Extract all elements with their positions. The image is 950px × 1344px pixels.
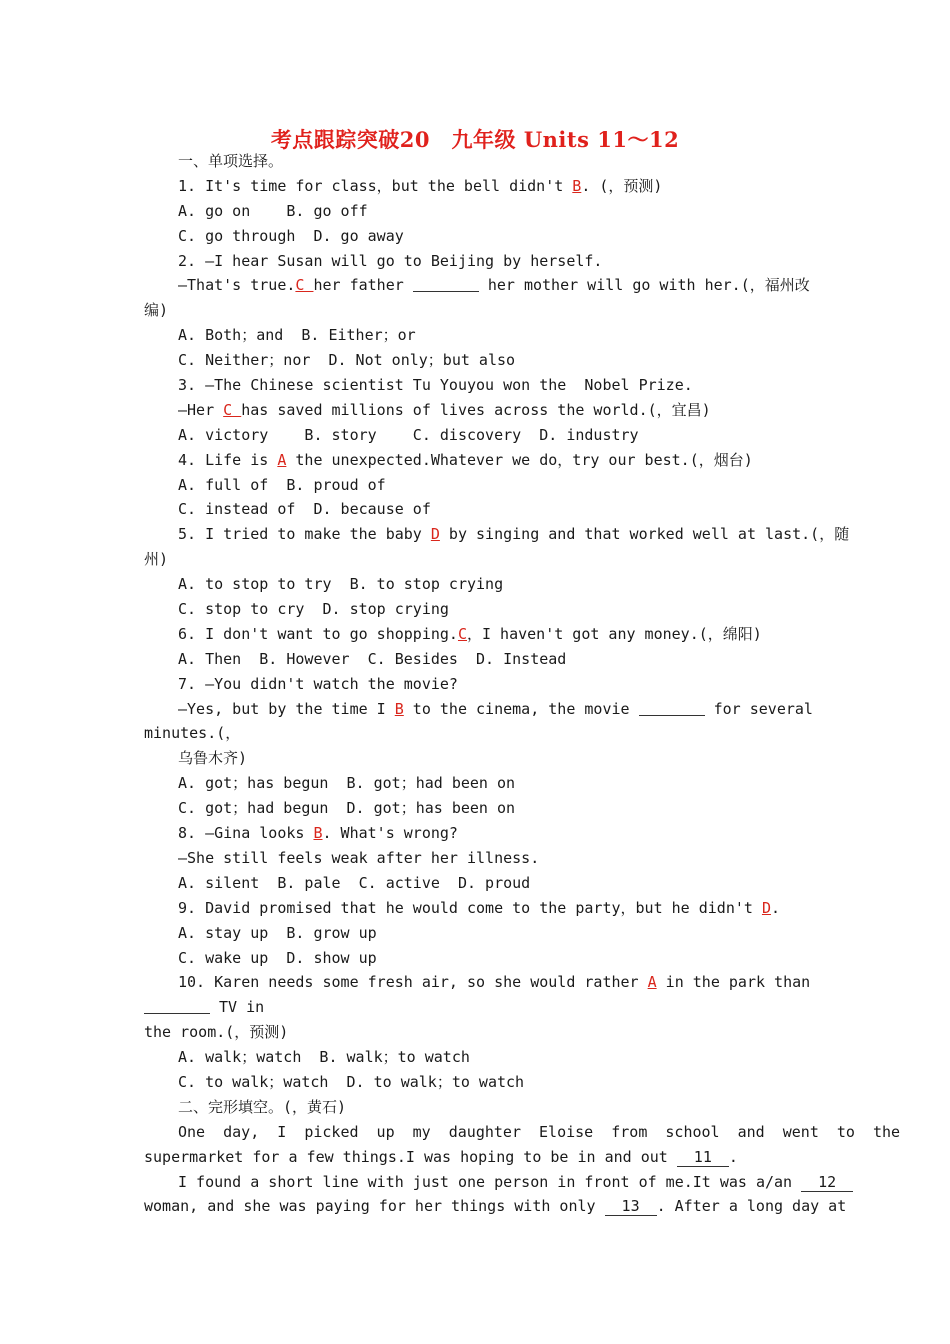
question-10-wrap-2: the room.(，预测) xyxy=(144,1023,289,1042)
question-2-line-2: —That's true. C her father her mother will go with her.(，福州改 xyxy=(178,276,810,295)
cloze-blank-11: 11 xyxy=(677,1148,729,1167)
question-5-wrap: 州) xyxy=(144,550,169,569)
passage-line-2: supermarket for a few things.I was hoping to be in and out 11 . xyxy=(144,1147,738,1166)
section1-heading: 一、单项选择。 xyxy=(178,152,284,170)
question-5: 5. I tried to make the baby D by singing and that worked well at last.(，随 xyxy=(178,525,850,544)
question-7-wrap-2: 乌鲁木齐) xyxy=(178,749,248,768)
question-10-options-2: C. to walk；watch D. to walk；to watch xyxy=(178,1072,525,1091)
cloze-blank-13: 13 xyxy=(605,1197,657,1216)
answer-mark: C xyxy=(457,624,467,643)
question-3-options: A. victory B. story C. discovery D. industry xyxy=(178,425,639,444)
document-body xyxy=(144,149,901,1219)
question-1: 1. It's time for class，but the bell didn't B. (，预测) xyxy=(178,176,663,195)
question-4-options-2: C. instead of D. because of xyxy=(178,500,431,519)
answer-mark: A xyxy=(647,973,657,992)
question-7-options-1: A. got；has begun B. got；had been on xyxy=(178,774,516,793)
passage-line-1: One day, I picked up my daughter Eloise from school and went to the xyxy=(178,1122,901,1141)
question-1-options-2: C. go through D. go away xyxy=(178,226,404,245)
question-6: 6. I don't want to go shopping.C，I haven't got any money.(，绵阳) xyxy=(178,624,762,643)
section2-heading: 二、完形填空。(，黄石) xyxy=(178,1097,347,1116)
question-5-options-1: A. to stop to try B. to stop crying xyxy=(178,575,504,594)
answer-mark: B xyxy=(394,699,404,718)
question-7-options-2: C. got；had begun D. got；has been on xyxy=(178,799,516,818)
question-8-options: A. silent B. pale C. active D. proud xyxy=(178,873,531,892)
passage-line-3: I found a short line with just one person in front of me.It was a/an 12 xyxy=(144,1170,808,1195)
answer-mark: D xyxy=(761,898,771,917)
question-9-options-1: A. stay up B. grow up xyxy=(178,923,377,942)
fill-blank xyxy=(144,999,210,1014)
question-7-wrap-1: minutes.(， xyxy=(144,724,241,743)
question-10-wrap-1: TV in xyxy=(144,995,808,1020)
question-9: 9. David promised that he would come to the party，but he didn't D. xyxy=(178,898,781,917)
question-7-line-2: —Yes, but by the time I B to the cinema, the movie for several xyxy=(178,699,813,718)
question-2-options-2: C. Neither；nor D. Not only；but also xyxy=(178,351,516,370)
answer-mark: A xyxy=(277,450,287,469)
question-4: 4. Life is A the unexpected.Whatever we do，try our best.(，烟台) xyxy=(178,450,753,469)
answer-mark: C xyxy=(223,400,242,419)
answer-mark: B xyxy=(313,824,323,843)
fill-blank xyxy=(413,277,479,292)
question-2-wrap: 编) xyxy=(144,301,169,320)
answer-mark: C xyxy=(295,276,314,295)
question-3-line-2: —Her C has saved millions of lives across the world.(，宜昌) xyxy=(178,400,711,419)
question-8: 8. —Gina looks B. What's wrong? xyxy=(178,824,458,843)
question-5-options-2: C. stop to cry D. stop crying xyxy=(178,600,449,619)
cloze-blank-12: 12 xyxy=(801,1173,853,1192)
question-8-line-2: —She still feels weak after her illness. xyxy=(178,848,540,867)
fill-blank xyxy=(639,701,705,716)
answer-mark: B xyxy=(572,176,582,195)
page-title: 考点跟踪突破20 九年级 Units 11～12 xyxy=(270,127,680,152)
question-4-options-1: A. full of B. proud of xyxy=(178,475,386,494)
question-9-options-2: C. wake up D. show up xyxy=(178,948,377,967)
question-6-options: A. Then B. However C. Besides D. Instead xyxy=(178,649,567,668)
question-10: 10. Karen needs some fresh air, so she would rather A in the park than xyxy=(178,973,811,992)
question-2-options-1: A. Both；and B. Either；or xyxy=(178,326,416,345)
question-1-options-1: A. go on B. go off xyxy=(178,201,368,220)
passage-line-4: woman, and she was paying for her things with only 13 . After a long day at xyxy=(144,1197,847,1216)
question-2: 2. —I hear Susan will go to Beijing by herself. xyxy=(178,251,603,270)
question-10-options-1: A. walk；watch B. walk；to watch xyxy=(178,1048,470,1067)
question-3: 3. —The Chinese scientist Tu Youyou won the Nobel Prize. xyxy=(178,376,693,395)
question-7: 7. —You didn't watch the movie? xyxy=(178,674,458,693)
answer-mark: D xyxy=(430,525,440,544)
